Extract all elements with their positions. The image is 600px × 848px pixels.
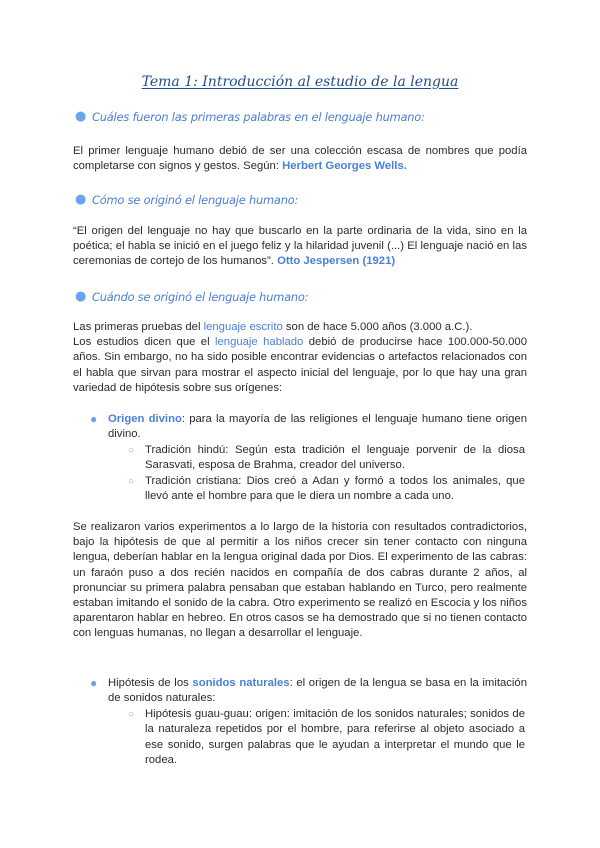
bullet-icon: ● (90, 676, 98, 690)
sub-list-item-guau-guau: ○ Hipótesis guau-guau: origen: imitación de los sonidos naturales; sonidos de la naturaleza repetidos por el hombre, para referirse al objeto asociado a ese sonido, surgen palabras que le ayudan a interpretar el mundo que le rodea. (128, 708, 525, 767)
question-heading-2 (75, 192, 299, 207)
bullet-icon: ● (75, 192, 87, 207)
bullet-icon: ● (90, 412, 98, 426)
question-text: Cómo se originó el lenguaje humano: (92, 193, 299, 207)
circle-bullet-icon: ○ (128, 445, 135, 456)
question-heading-1 (75, 109, 425, 124)
author-link: Herbert Georges Wells. (282, 160, 407, 173)
paragraph-2: “El origen del lenguaje no hay que buscarlo en la parte ordinaria de la vida, sino en la poética; el habla se inició en el juego feliz y la hilaridad juvenil (...) El lenguaje nació en las ceremonias de cortejo de los humanos”. Otto Jespersen (1921) (73, 225, 527, 268)
circle-bullet-icon: ○ (128, 709, 135, 720)
bullet-icon: ● (75, 109, 87, 124)
circle-bullet-icon: ○ (128, 476, 135, 487)
question-heading-3 (75, 289, 309, 304)
bullet-icon: ● (75, 289, 87, 304)
sub-list-item-cristiana: ○ Tradición cristiana: Dios creó a Adan y formó a todos los animales, que llevó ante el hombre para que le diera un nombre a cada uno. (128, 475, 525, 503)
question-text: Cuándo se originó el lenguaje humano: (92, 290, 309, 304)
list-item-sonidos-naturales: ● Hipótesis de los sonidos naturales: el origen de la lengua se basa en la imitación de sonidos naturales: (90, 676, 527, 705)
page-title: Tema 1: Introducción al estudio de la lengua (141, 74, 459, 90)
highlight-term: lenguaje hablado (215, 336, 304, 349)
paragraph-1: El primer lenguaje humano debió de ser una colección escasa de nombres que podía completarse con signos y gestos. Según: Herbert Georges Wells. (73, 145, 527, 173)
list-item-origen-divino: ● Origen divino: para la mayoría de las religiones el lenguaje humano tiene origen divino. (90, 412, 528, 441)
paragraph-3: Las primeras pruebas del lenguaje escrito son de hace 5.000 años (3.000 a.C.). Los estudios dicen que el lenguaje hablado debió de producirse hace 100.000-50.000 años. Sin embargo, no ha sido posible encontrar evidencias o artefactos relacionados con el habla que sirvan para mostrar el aspecto inicial del lenguaje, por lo que hay una gran variedad de hipótesis sobre sus orígenes: (73, 321, 527, 394)
question-text: Cuáles fueron las primeras palabras en el lenguaje humano: (92, 110, 425, 124)
highlight-term: lenguaje escrito (203, 321, 283, 333)
author-link: Otto Jespersen (1921) (277, 255, 396, 268)
sub-list-item-hindu: ○ Tradición hindú: Según esta tradición el lenguaje porvenir de la diosa Sarasvati, esposa de Brahma, creador del universo. (128, 444, 525, 472)
paragraph-4: Se realizaron varios experimentos a lo largo de la historia con resultados contradictorios, bajo la hipótesis de que al permitir a los niños crecer sin tener contacto con ninguna lengua, deberían hablar en la lengua original dada por Dios. El experimento de las cabras: un faraón puso a dos recién nacidos en compañía de dos cabras durante 2 años, al pronunciar su primera palabra pensaban que estaban hablando en Turco, pero realmente estaban imitando el sonido de la cabra. Otro experimento se realizó en Escocia y los niños aparentaron hablar en hebreo. En otros casos se ha demostrado que si no tienen contacto con lenguas humanas, no llegan a desarrollar el lenguaje. (73, 521, 527, 640)
